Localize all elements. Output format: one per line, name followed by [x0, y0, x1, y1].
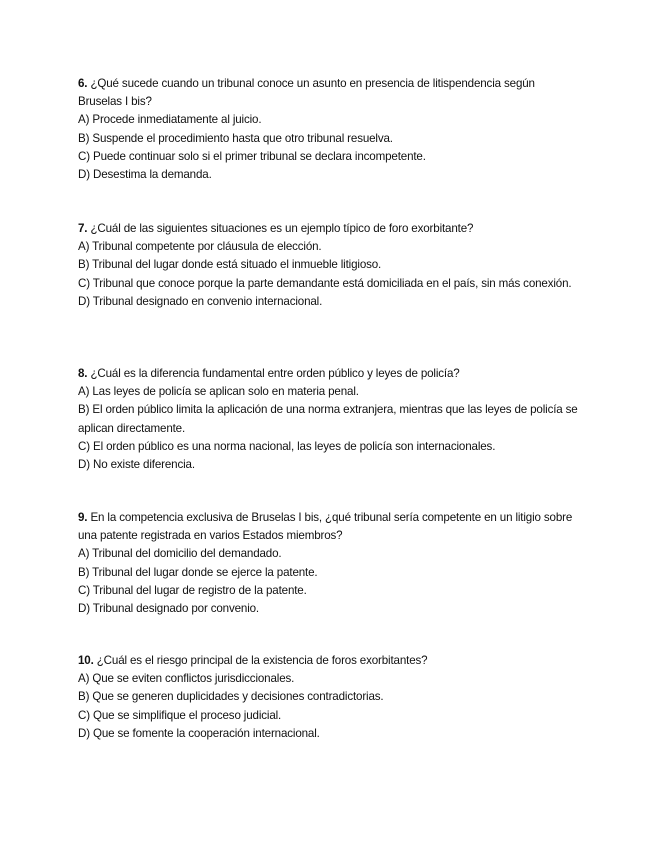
option-b: B) Tribunal del lugar donde está situado el inmueble litigioso. — [78, 258, 382, 272]
option-c: C) Puede continuar solo si el primer tribunal se declara incompetente. — [78, 149, 426, 163]
option-b: B) Tribunal del lugar donde se ejerce la patente. — [78, 565, 318, 579]
option-d: D) No existe diferencia. — [78, 458, 195, 472]
question-number: 7. — [78, 222, 88, 235]
question-9 — [78, 509, 578, 618]
question-10 — [78, 652, 578, 743]
question-number: 9. — [78, 511, 88, 524]
question-text: ¿Cuál es la diferencia fundamental entre orden público y leyes de policía? — [90, 367, 460, 380]
option-d: D) Tribunal designado por convenio. — [78, 602, 260, 616]
question-stem — [78, 75, 578, 111]
option-b: B) Que se generen duplicidades y decisiones contradictorias. — [78, 690, 384, 704]
option-a: A) Tribunal del domicilio del demandado. — [78, 547, 282, 561]
option-c: C) Tribunal que conoce porque la parte demandante está domiciliada en el país, sin más conexión. — [78, 276, 572, 290]
question-text: ¿Qué sucede cuando un tribunal conoce un asunto en presencia de litispendencia según Bruselas I bis? — [78, 77, 535, 109]
option-d: D) Que se fomente la cooperación internacional. — [78, 726, 320, 740]
question-stem — [78, 365, 578, 383]
option-a: A) Tribunal competente por cláusula de elección. — [78, 240, 322, 254]
question-6 — [78, 75, 578, 184]
option-a: A) Procede inmediatamente al juicio. — [78, 113, 262, 127]
option-a: A) Que se eviten conflictos jurisdiccionales. — [78, 672, 295, 686]
question-stem — [78, 220, 578, 238]
question-text: ¿Cuál de las siguientes situaciones es un ejemplo típico de foro exorbitante? — [90, 222, 474, 235]
question-8 — [78, 365, 578, 474]
option-a: A) Las leyes de policía se aplican solo en materia penal. — [78, 385, 359, 399]
question-stem — [78, 509, 578, 545]
question-number: 8. — [78, 367, 88, 380]
option-b: B) Suspende el procedimiento hasta que otro tribunal resuelva. — [78, 131, 393, 145]
question-7 — [78, 220, 578, 311]
question-text: En la competencia exclusiva de Bruselas I bis, ¿qué tribunal sería competente en un litigio sobre una patente registrada en varios Estados miembros? — [78, 511, 573, 543]
option-d: D) Desestima la demanda. — [78, 168, 212, 182]
option-c: C) Tribunal del lugar de registro de la patente. — [78, 583, 307, 597]
option-b: B) El orden público limita la aplicación de una norma extranjera, mientras que las leyes de policía se aplican directamente. — [78, 403, 578, 435]
option-d: D) Tribunal designado en convenio internacional. — [78, 294, 323, 308]
option-c: C) El orden público es una norma nacional, las leyes de policía son internacionales. — [78, 439, 496, 453]
question-number: 10. — [78, 654, 94, 667]
question-stem — [78, 652, 578, 670]
option-c: C) Que se simplifique el proceso judicial. — [78, 708, 282, 722]
question-number: 6. — [78, 77, 88, 90]
question-text: ¿Cuál es el riesgo principal de la existencia de foros exorbitantes? — [96, 654, 428, 667]
